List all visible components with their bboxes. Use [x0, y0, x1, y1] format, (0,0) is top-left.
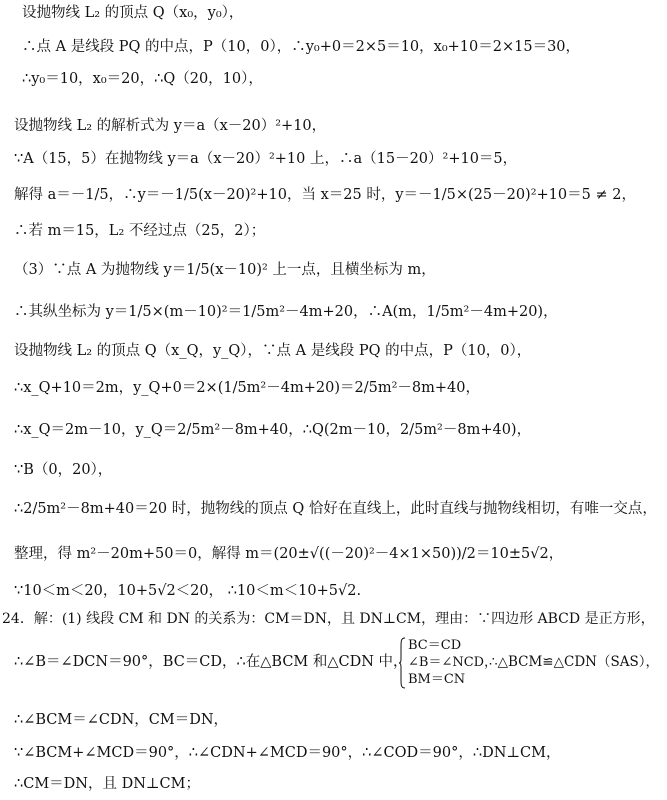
text-line-4: 设抛物线 L₂ 的解析式为 y＝a（x－20）²+10， — [14, 118, 327, 134]
text-line-9: ∴其纵坐标为 y＝1/5×(m－10)²＝1/5m²－4m+20，∴A(m，1/5m²－4m+20)， — [14, 304, 558, 320]
text-line-1: 设抛物线 L₂ 的顶点 Q（x₀，y₀）， — [22, 5, 244, 21]
brace-icon — [398, 637, 406, 689]
system-eq-3: BM＝CN — [408, 672, 466, 687]
text-line-12: ∴x_Q＝2m－10，y_Q＝2/5m²－8m+40，∴Q(2m－10，2/5m²－8m+40)， — [14, 422, 532, 438]
text-line-6: 解得 a＝－1/5，∴y＝－1/5(x－20)²+10，当 x＝25 时，y＝－1/5×(25－20)²+10＝5 ≠ 2， — [14, 187, 636, 203]
text-line-7: ∴若 m＝15，L₂ 不经过点（25，2）； — [14, 223, 266, 239]
text-line-17: 24．解：(1) 线段 CM 和 DN 的关系为：CM＝DN，且 DN⊥CM，理由：∵四边形 ABCD 是正方形， — [2, 611, 655, 627]
system-eq-2: ∠B＝∠NCD， — [408, 655, 498, 670]
text-line-15: 整理，得 m²－20m+50＝0，解得 m＝(20±√((－20)²－4×1×50))/2＝10±5√2， — [14, 546, 564, 562]
text-line-13: ∵B（0，20）， — [14, 462, 113, 478]
text-line-20: ∴∠BCM＝∠CDN，CM＝DN， — [14, 712, 229, 728]
text-line-14: ∴2/5m²－8m+40＝20 时，抛物线的顶点 Q 恰好在直线上，此时直线与抛物线相切，有唯一交点， — [14, 501, 657, 517]
system-eq-1: BC＝CD — [408, 638, 462, 653]
text-line-2: ∴点 A 是线段 PQ 的中点，P（10，0），∴y₀+0＝2×5＝10，x₀+10＝2×15＝30， — [22, 39, 581, 55]
text-line-8: （3）∵点 A 为抛物线 y＝1/5(x－10)² 上一点，且横坐标为 m， — [14, 262, 436, 278]
text-line-3: ∴y₀＝10，x₀＝20，∴Q（20，10）， — [22, 71, 263, 87]
text-line-22: ∴CM＝DN，且 DN⊥CM； — [14, 776, 200, 792]
text-line-5: ∵A（15，5）在抛物线 y＝a（x－20）²+10 上，∴a（15－20）²+10＝5， — [14, 151, 518, 167]
text-line-21: ∵∠BCM+∠MCD＝90°，∴∠CDN+∠MCD＝90°，∴∠COD＝90°，∴DN⊥CM， — [14, 745, 561, 761]
text-line-18: ∴∠B＝∠DCN＝90°，BC＝CD，∴在△BCM 和△CDN 中， — [14, 654, 408, 670]
text-line-11: ∴x_Q+10＝2m，y_Q+0＝2×(1/5m²－4m+20)＝2/5m²－8m+40， — [14, 380, 480, 396]
text-line-10: 设抛物线 L₂ 的顶点 Q（x_Q，y_Q），∵点 A 是线段 PQ 的中点，P（10，0）， — [14, 343, 532, 359]
text-line-19: ∴△BCM≌△CDN（SAS）， — [489, 654, 659, 670]
text-line-16: ∵10＜m＜20，10+5√2＜20， ∴10＜m＜10+5√2. — [14, 583, 362, 599]
